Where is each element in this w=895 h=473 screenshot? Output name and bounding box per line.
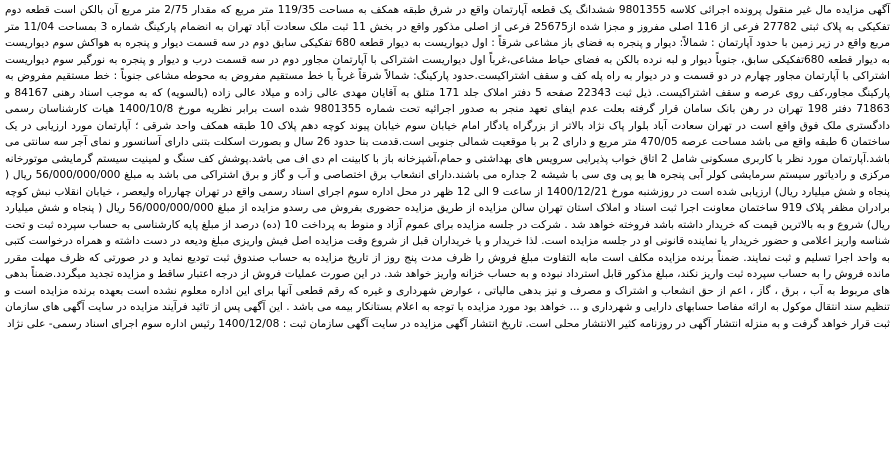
notice-body-text: آگهی مزایده مال غیر منقول پرونده اجرائی کلاسه 9801355 ششدانگ یک قطعه آپارتمان واقع در شرق طبقه همکف به مساحت 119/35 متر مربع که مقدار 2/75 متر مربع آن بالکن است قطعه دوم تفکیکی به پلاک ثبتی 27782 فرعی از 116 اصلی مفروز و مجزا شده از25675 فرعی از اصلی مذکور واقع در بخش 11 ثبت ملک سعادت آباد تهران به انضمام پارکینگ شماره 3 بمساحت 11/04 متر مربع واقع در زیر زمین با حدود آپارتمان : شمالاً: دیوار و پنجره به فضای باز مشاعی شرقاً : اول دیواریست به دیوار قطعه 680 تفکیکی سابق دوم در سه قسمت دیوار و پنجره به هواکش سوم دیواریست به دیوار قطعه 680تفکیکی سابق، جنوباً دیوار و لبه نرده بالکن به فضای حیاط مشاعی،غرباً اول دیواریست اشتراکی با آپارتمان مجاور دوم در سه قسمت درب و دیوار و پنجره به نورگیر سوم دیواریست اشتراکی با آپارتمان مجاور چهارم در دو قسمت و در دیوار به راه پله کف و سقف اشتراکیست.حدود پارکینگ: شمالاً شرقاً غرباً با خط مستقیم مفروض به محوطه مشاعی جنوباً : خط مستقیم مفروض به پارکینگ مجاور،کف روی عرصه و سقف اشتراکیست. ذیل ثبت 22343 صفحه 5 دفتر املاک جلد 171 متلق به آقایان مهدی عالی زاده و میلاد عالی زاده (بالسویه) که به موجب اسناد رهنی 84167 و 71863 دفتر 198 تهران در رهن بانک سامان قرار گرفته بعلت عدم ایفای تعهد منجر به صدور اجرائیه تحت شماره 9801355 شده است برابر نظریه مورخ 1400/10/8 هیات کارشناسان رسمی دادگستری ملک فوق واقع است در تهران سعادت آباد بلوار پاک نژاد بالاتر از بزرگراه یادگار امام خیابان سوم خیابان پیوند کوچه دهم پلاک 10 طبقه همکف واحد شرقی ؛ آپارتمان مورد ارزیابی در یک ساختمان 6 طبقه واقع می باشد مساحت عرصه 470/05 متر مربع و دارای 2 بر با موقعیت شمالی جنوبی است.قدمت بنا حدود 26 سال و بصورت اسکلت بتنی دارای آسانسور و نمای آجر سه سانتی می باشد.آپارتمان مورد نظر با کاربری مسکونی شامل 2 اتاق خواب پذیرایی سرویس های بهداشتی و حمام،آشپزخانه باز با کابینت ام دی اف می باشد.پوشش کف سنگ و لمینیت سیستم گرمایشی موتورخانه مرکزی و رادیاتور سیستم سرمایشی کولر آبی پنجره ها یو پی وی سی با شیشه 2 جداره می باشند.دارای انشعاب برق اختصاصی و آب و گاز و برق اشتراکی می باشد به مبلغ 56/000/000/000 ریال ( پنجاه و شش میلیارد ریال) ارزیابی شده است در روزشنبه مورخ 1400/12/21 از ساعت 9 الی 12 ظهر در محل اداره سوم اجرای اسناد رسمی واقع در تهران چهارراه ولیعصر ، خیابان انقلاب نبش کوچه برادران مظفر پلاک 919 ساختمان معاونت اجرا ثبت اسناد و املاک استان تهران سالن مزایده از طریق مزایده حضوری بفروش می رسدو مزایده از مبلغ 56/000/000/000 ریال ( پنجاه و شش میلیارد ریال) شروع و به بالاترین قیمت که خریدار داشته باشد فروخته خواهد شد . شرکت در جلسه مزایده برای عموم آزاد و منوط به پرداخت 10 (ده) درصد از مبلغ پایه کارشناسی به حساب سپرده ثبت و تحت شناسه واریز اعلامی و حضور خریدار یا نماینده قانونی او در جلسه مزایده است. لذا خریدار و یا خریداران قبل از شروع وقت مزایده اصل فیش واریزی مبلغ ودیعه در دست داشته و همراه درخواست کتبی به واحد اجرا تسلیم و ثبت نمایند. ضمناً برنده مزایده مکلف است مابه التفاوت مبلغ فروش را ظرف مدت پنج روز از تاریخ مزایده به حساب صندوق ثبت تودیع نماید و در صورتی که ظرف مهلت مقرر مانده فروش را به حساب سپرده ثبت واریز نکند، مبلغ مذکور قابل استرداد نبوده و به حساب خزانه واریز خواهد شد. در این صورت عملیات فروش از درجه اعتبار ساقط و مزایده تجدید میگردد.ضمناً بدهی های مربوط به آب ، برق ، گاز ، اعم از حق انشعاب و اشتراک و مصرف و نیز بدهی مالیاتی ، عوارض شهرداری و غیره که رقم قطعی آنها برای این اداره معلوم نشده است بعهده برنده مزایده است و تنظیم سند انتقال موکول به ارائه مفاصا حسابهای دارایی و شهرداری و ... خواهد بود مورد مزایده با توجه به اعلام بستانکار بیمه می باشد . این آگهی پس از تائید فرآیند مزایده در سایت آگهی های سازمان ثبت قرار خواهد گرفت و به منزله انتشار آگهی در روزنامه کثیر الانتشار محلی است. تاریخ انتشار آگهی مزایده در سایت آگهی سازمان ثبت : 1400/12/08 رئیس اداره سوم اجرای اسناد رسمی- علی نژاد (5, 4, 891, 330)
